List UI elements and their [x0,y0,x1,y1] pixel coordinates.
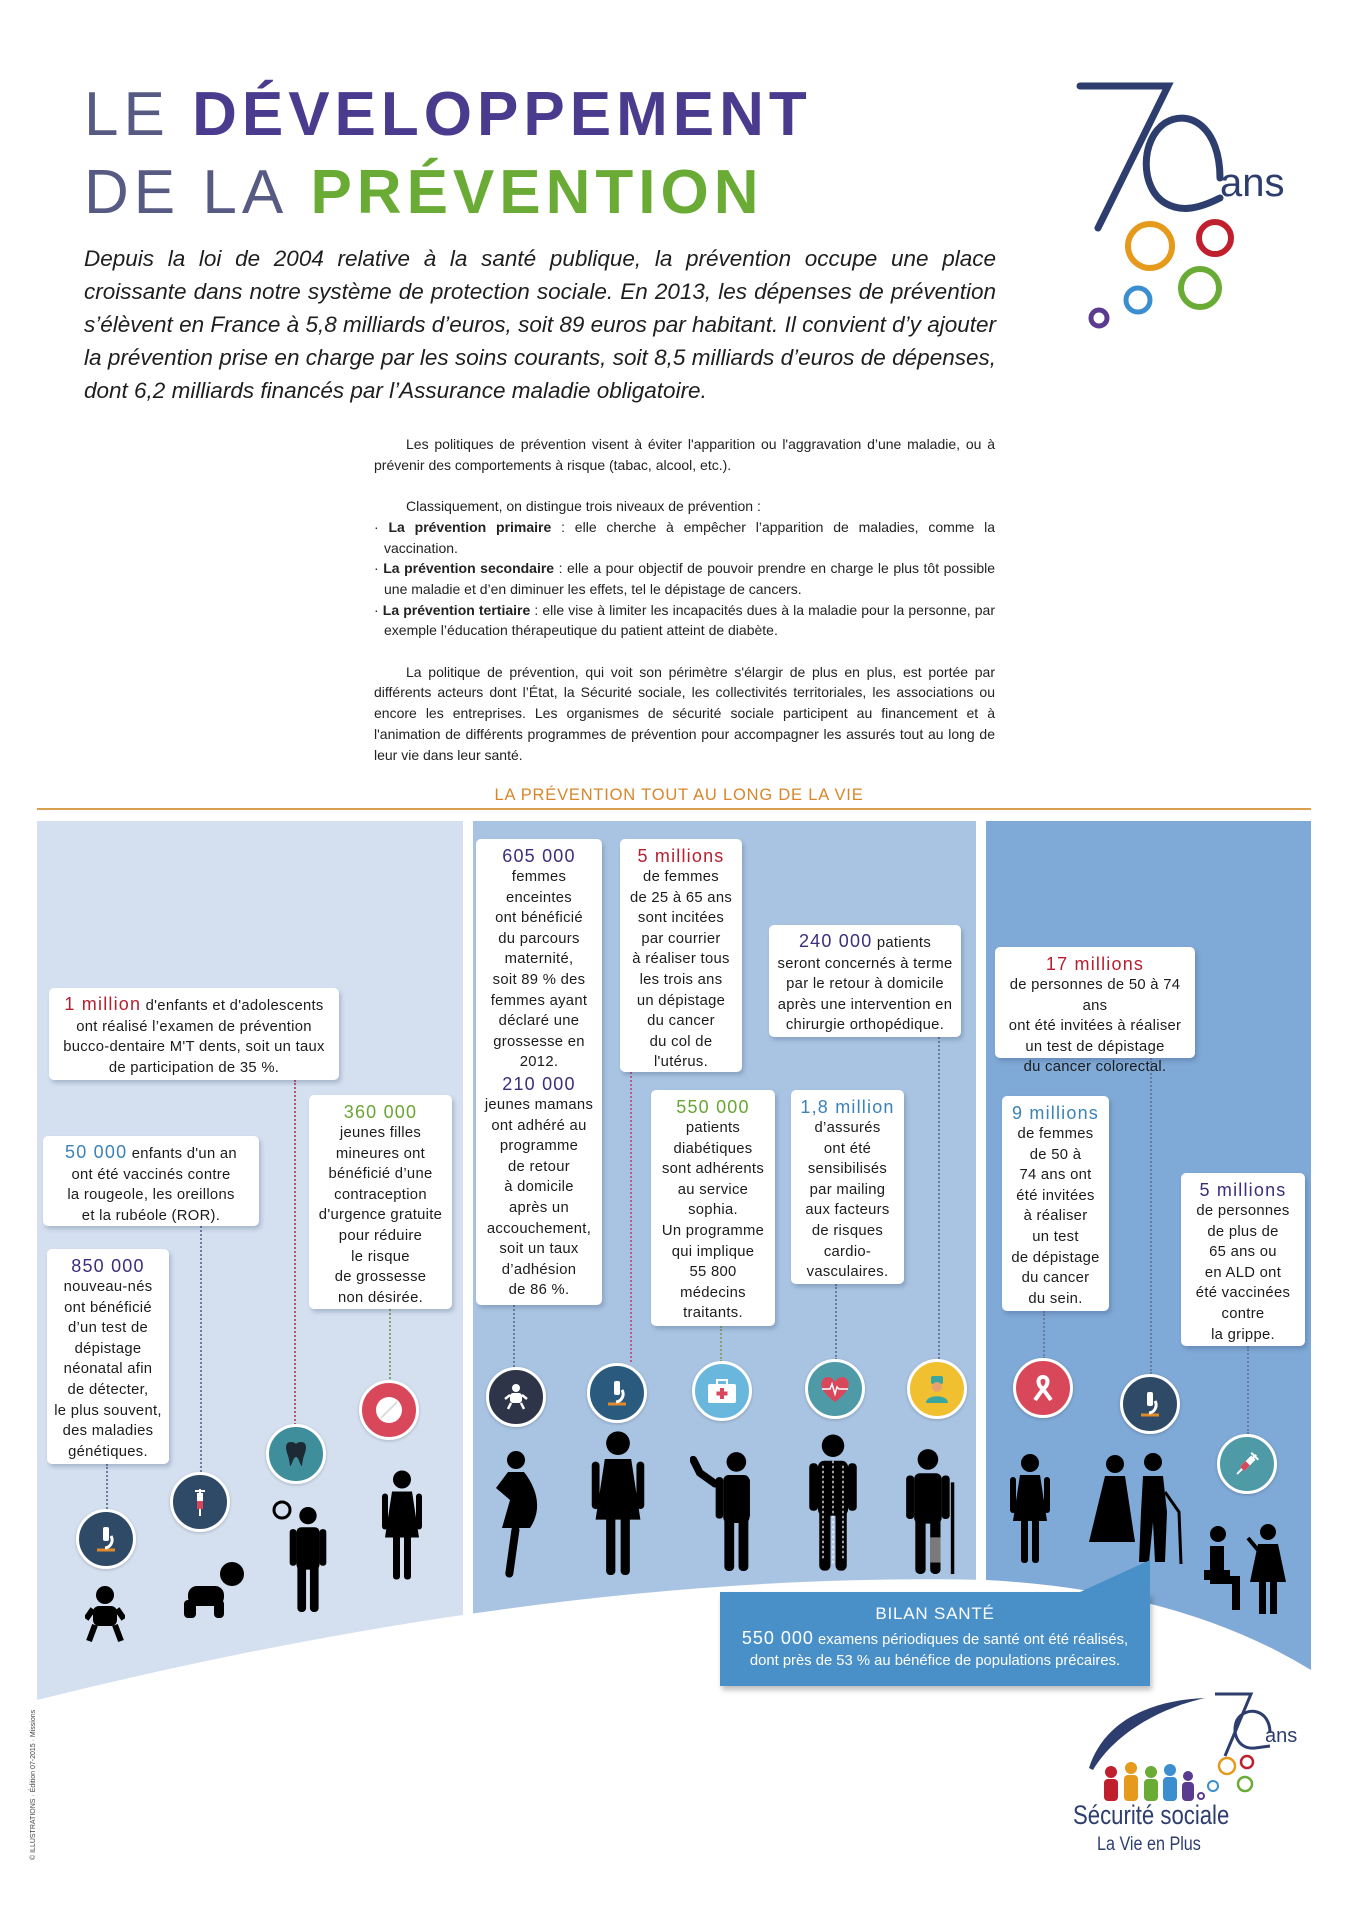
man-waving-icon [690,1440,750,1582]
baby-figure-icon [85,1585,125,1645]
stat-box-flu [1181,1173,1305,1346]
first-aid-kit-icon [692,1361,752,1421]
stat-text: de personnes de plus de 65 ans ou en ALD ont été vaccinées contre la grippe. [1195,1203,1291,1343]
connector-line [200,1226,202,1472]
level-secondary: · La prévention secondaire : elle a pour objectif de pouvoir prendre en charge le plus tôt possible une maladie et d’en diminuer les effets, tel le dépistage de cancers. [374,560,995,597]
title-light-1: LE [84,80,170,149]
stat-number: 605 000 [502,846,576,866]
stat-number: 850 000 [71,1256,145,1276]
level-term: La prévention secondaire [383,560,555,577]
pregnant-woman-icon [490,1450,546,1580]
body-paragraph-2: Classiquement, on distingue trois niveaux de prévention : [406,498,761,515]
stat-box-cervical [620,839,742,1072]
stat-text: d'enfants et d'adolescents ont réalisé l’examen de prévention bucco-dentaire M'T dents, soit un taux de participation de 35 %. [63,998,325,1076]
title-bold-2: PRÉVENTION [310,158,764,227]
connector-line [835,1284,837,1360]
stat-number: 5 millions [637,846,725,866]
pink-ribbon-icon [1013,1358,1073,1418]
body-paragraph-3: La politique de prévention, qui voit son périmètre s'élargir de plus en plus, est portée par différents acteurs dont l’État, la Sécurité sociale, les collectivités territoriales, les associations ou encore les entreprises. Les organismes de sécurité sociale participent au financement et à l'animation de différents programmes de prévention pour accompagner les assurés tout au long de leur vie dans leur santé. [374,663,995,763]
connector-line [389,1309,391,1379]
70-ans-logo-icon [1070,78,1300,338]
level-term: La prévention primaire [388,518,552,535]
prevention-levels-list [374,517,995,641]
credit-text: © ILLUSTRATIONS · Édition 07-2015 · Missions [30,1709,37,1860]
connector-line [513,1305,515,1367]
man-with-crutch-icon [905,1440,960,1582]
stat-text: jeunes filles mineures ont bénéficié d’une contraception d'urgence gratuite pour réduire le risque de grossesse non désirée. [318,1125,443,1306]
stat-box-newborn [47,1249,169,1464]
connector-line [1150,1058,1152,1374]
child-with-ball-icon [272,1500,334,1612]
patient-and-nurse-icon [1200,1520,1300,1615]
stat-text: enfants d'un an ont été vaccinés contre la rougeole, les oreillons et la rubéole (ROR). [67,1146,237,1224]
woman-icon [1010,1440,1050,1576]
section-divider [37,808,1311,810]
stat-number: 9 millions [1011,1103,1100,1123]
stat-number: 210 000 [502,1073,576,1094]
microscope-icon [1120,1374,1180,1434]
connector-line [938,1037,940,1359]
stat-number: 5 millions [1199,1180,1287,1200]
logo-tagline: La Vie en Plus [1097,1834,1201,1855]
stat-box-maternity [476,839,602,1305]
stat-box-ror [43,1136,259,1226]
microscope-icon [76,1509,136,1569]
page-title-line-2 [84,158,764,227]
connector-line [1247,1346,1249,1434]
stat-text: femmes enceintes ont bénéficié du parcours maternité, soit 89 % des femmes ayant déclaré une grossesse en 2012. [490,869,588,1071]
pill-icon [359,1380,419,1440]
connector-line [294,1080,296,1425]
stat-text: jeunes mamans ont adhéré au programme de retour à domicile après un accouchement, soit un taux d’adhésion de 86 %. [484,1096,594,1299]
stat-box-contraception [309,1095,452,1309]
connector-line [1043,1311,1045,1359]
stat-number: 1,8 million [800,1097,895,1117]
stat-box-sophia [651,1090,775,1326]
stat-text: de personnes de 50 à 74 ans ont été invitées à réaliser un test de dépistage du cancer colorectal. [1008,977,1182,1076]
level-tertiary: · La prévention tertiaire : elle vise à limiter les incapacités dues à la maladie pour la personne, par exemple l’éducation thérapeutique du patient atteint de diabète. [374,601,996,639]
skeleton-body-icon [808,1428,858,1576]
tooth-icon [266,1424,326,1484]
stat-box-colorectal [995,947,1195,1076]
body-paragraph-1: Les politiques de prévention visent à éviter l'apparition ou l'aggravation d’une maladie, ou à prévenir des comportements à risque (tabac, alcool, etc.). [374,436,995,473]
stat-number: 360 000 [343,1102,418,1122]
heart-rate-icon [805,1359,865,1419]
body-text [374,434,995,786]
stat-box-breast [1002,1096,1109,1311]
teen-girl-icon [382,1462,422,1587]
microscope-icon [587,1363,647,1423]
stat-number: 550 000 [676,1097,750,1117]
vaccine-syringe-icon [1217,1434,1277,1494]
level-text: : elle cherche à empêcher l’apparition de maladies, comme la vaccination. [384,518,995,556]
elderly-couple-icon [1085,1452,1185,1567]
bilan-sante-box [720,1592,1150,1686]
crawling-baby-icon [180,1560,246,1620]
baby-icon [486,1367,546,1427]
logo-70-ans-top [1070,78,1300,338]
stat-box-cardio [791,1090,904,1284]
securite-sociale-emblem-icon [1065,1688,1305,1808]
bilan-number: 550 000 [741,1628,814,1648]
securite-sociale-logo [1065,1688,1305,1863]
stat-text: nouveau-nés ont bénéficié d’un test de dépistage néonatal afin de détecter, le plus souvent, des maladies génétiques. [54,1279,162,1460]
surgeon-icon [907,1359,967,1419]
stat-box-orthopedic [769,925,961,1037]
logo-suffix: ans [1220,161,1285,205]
stat-text: patients diabétiques sont adhérents au service sophia. Un programme qui implique 55 800 médecins traitants. [661,1120,765,1322]
stat-number: 240 000 [798,931,873,951]
level-text: : elle a pour objectif de pouvoir prendre en charge le plus tôt possible une maladie et d’en diminuer les effets, tel le dépistage de cancers. [384,560,995,597]
connector-line [720,1326,722,1362]
stat-box-dental [49,988,339,1080]
woman-icon [590,1430,646,1575]
stat-text: patients seront concernés à terme par le retour à domicile après une intervention en chirurgie orthopédique. [777,935,953,1034]
logo-name: Sécurité sociale [1073,1800,1230,1830]
bilan-text-block [720,1628,1150,1672]
section-title: LA PRÉVENTION TOUT AU LONG DE LA VIE [494,786,864,804]
connector-line [630,1072,632,1362]
bilan-text: examens périodiques de santé ont été réalisés, dont près de 53 % au bénéfice de populations précaires. [749,1632,1129,1669]
stat-text: d’assurés ont été sensibilisés par mailing aux facteurs de risques cardio- vasculaires. [805,1120,890,1281]
page-title-line-1 [84,80,812,149]
stat-text: de femmes de 50 à 74 ans ont été invitées à réaliser un test de dépistage du cancer du sein. [1011,1126,1100,1307]
stat-number: 17 millions [1045,954,1145,974]
bilan-title: BILAN SANTÉ [875,1604,995,1623]
title-light-2: DE LA [84,158,289,227]
intro-paragraph: Depuis la loi de 2004 relative à la santé publique, la prévention occupe une place croissante dans notre système de protection sociale. En 2013, les dépenses de prévention s’élèvent en France à 5,8 milliards d’euros, soit 89 euros par habitant. Il convient d’y ajouter la prévention prise en charge par les soins courants, soit 8,5 milliards d’euros de dépenses, dont 6,2 milliards financés par l’Assurance maladie obligatoire. [84,246,996,403]
logo-suffix: ans [1265,1725,1298,1747]
stat-number: 50 000 [65,1142,128,1162]
title-bold-1: DÉVELOPPEMENT [192,80,812,149]
stat-text: de femmes de 25 à 65 ans sont incitées par courrier à réaliser tous les trois ans un dépistage du cancer du col de l'utérus. [629,869,733,1071]
connector-line [106,1464,108,1509]
syringe-icon [170,1472,230,1532]
level-primary: · La prévention primaire : elle cherche à empêcher l’apparition de maladies, comme la vaccination. [374,518,995,556]
level-text: : elle vise à limiter les incapacités dues à la maladie pour la personne, par exemple l’éducation thérapeutique du patient atteint de diabète. [384,601,996,639]
level-term: La prévention tertiaire [382,601,531,618]
stat-number: 1 million [64,994,142,1014]
